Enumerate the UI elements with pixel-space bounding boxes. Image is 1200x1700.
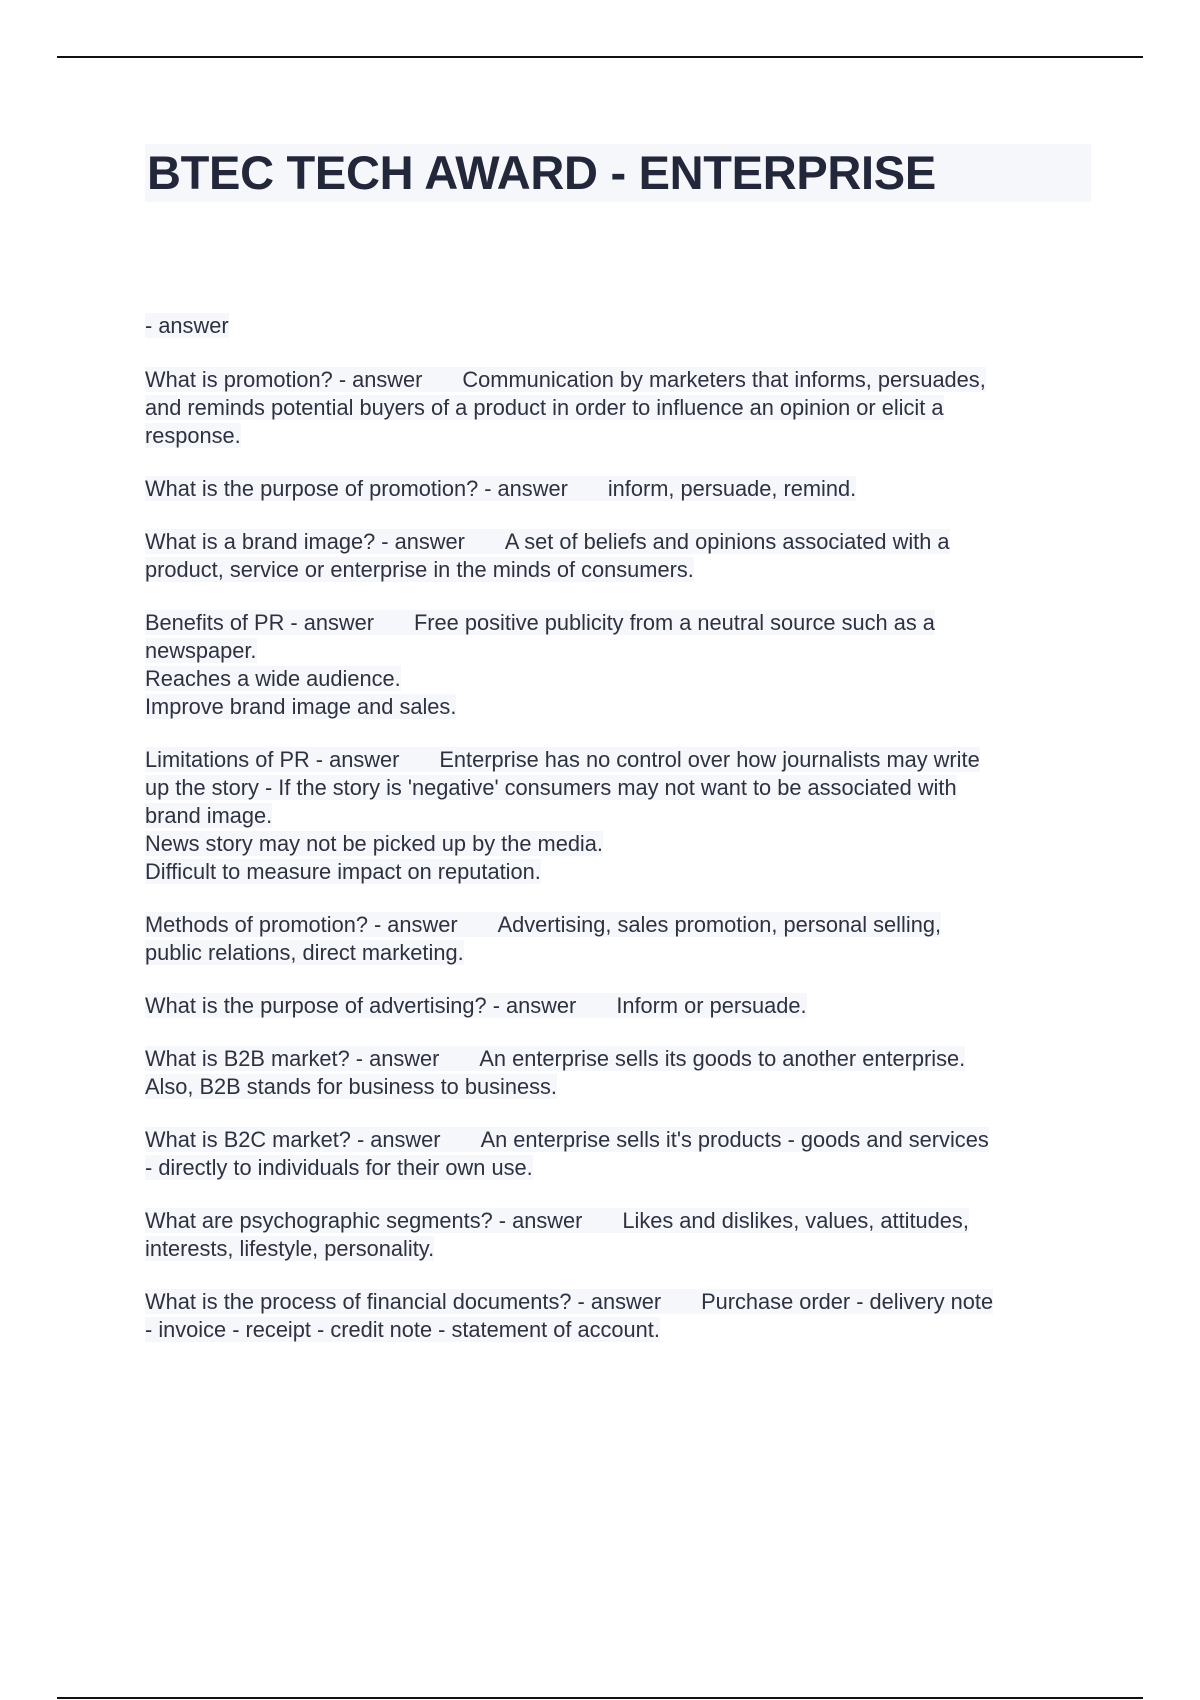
answer-line: An enterprise sells its goods to another enterprise. <box>479 1046 966 1071</box>
qa-item <box>145 475 1089 503</box>
question-text: What is a brand image? - answer <box>145 529 465 554</box>
answer-line: up the story - If the story is 'negative' consumers may not want to be associated with <box>145 775 957 800</box>
question-text: What is the process of financial documents? - answer <box>145 1289 662 1314</box>
qa-item <box>145 609 1089 721</box>
question-text: Methods of promotion? - answer <box>145 912 458 937</box>
question-text: What is the purpose of promotion? - answer <box>145 476 568 501</box>
qa-item <box>145 1207 1089 1263</box>
answer-line: Enterprise has no control over how journalists may write <box>439 747 980 772</box>
answer-line: - invoice - receipt - credit note - statement of account. <box>145 1317 660 1342</box>
page-title: BTEC TECH AWARD - ENTERPRISE <box>145 144 1091 202</box>
answer-line: News story may not be picked up by the media. <box>145 831 603 856</box>
answer-line: interests, lifestyle, personality. <box>145 1236 435 1261</box>
question-text: What is B2C market? - answer <box>145 1127 441 1152</box>
answer-line: public relations, direct marketing. <box>145 940 464 965</box>
intro-text: - answer <box>145 313 229 338</box>
question-text: Limitations of PR - answer <box>145 747 400 772</box>
qa-item <box>145 911 1089 967</box>
question-text: What is the purpose of advertising? - answer <box>145 993 577 1018</box>
question-text: What is B2B market? - answer <box>145 1046 440 1071</box>
intro-fragment <box>145 312 1089 340</box>
answer-line: Inform or persuade. <box>616 993 807 1018</box>
question-text: What is promotion? - answer <box>145 367 423 392</box>
answer-line: Purchase order - delivery note <box>701 1289 994 1314</box>
qa-item <box>145 1045 1089 1101</box>
top-rule <box>57 56 1143 58</box>
answer-line: An enterprise sells it's products - goods and services <box>480 1127 989 1152</box>
answer-line: Improve brand image and sales. <box>145 694 457 719</box>
answer-line: Difficult to measure impact on reputation. <box>145 859 541 884</box>
qa-item <box>145 992 1089 1020</box>
qa-item <box>145 366 1089 450</box>
answer-line: Also, B2B stands for business to business. <box>145 1074 557 1099</box>
answer-line: Free positive publicity from a neutral source such as a <box>413 610 935 635</box>
answer-line: product, service or enterprise in the minds of consumers. <box>145 557 694 582</box>
answer-line: Communication by marketers that informs, persuades, <box>462 367 986 392</box>
qa-list <box>145 312 1089 1369</box>
answer-line: and reminds potential buyers of a product in order to influence an opinion or elicit a <box>145 395 944 420</box>
answer-line: response. <box>145 423 241 448</box>
answer-line: A set of beliefs and opinions associated with a <box>504 529 950 554</box>
answer-line: Likes and dislikes, values, attitudes, <box>622 1208 969 1233</box>
answer-line: - directly to individuals for their own use. <box>145 1155 533 1180</box>
qa-item <box>145 528 1089 584</box>
question-text: Benefits of PR - answer <box>145 610 374 635</box>
qa-item <box>145 746 1089 886</box>
answer-line: Advertising, sales promotion, personal selling, <box>497 912 942 937</box>
answer-line: inform, persuade, remind. <box>607 476 857 501</box>
answer-line: newspaper. <box>145 638 257 663</box>
answer-line: Reaches a wide audience. <box>145 666 401 691</box>
qa-item <box>145 1126 1089 1182</box>
qa-item <box>145 1288 1089 1344</box>
question-text: What are psychographic segments? - answer <box>145 1208 583 1233</box>
answer-line: brand image. <box>145 803 273 828</box>
bottom-rule <box>57 1697 1143 1699</box>
